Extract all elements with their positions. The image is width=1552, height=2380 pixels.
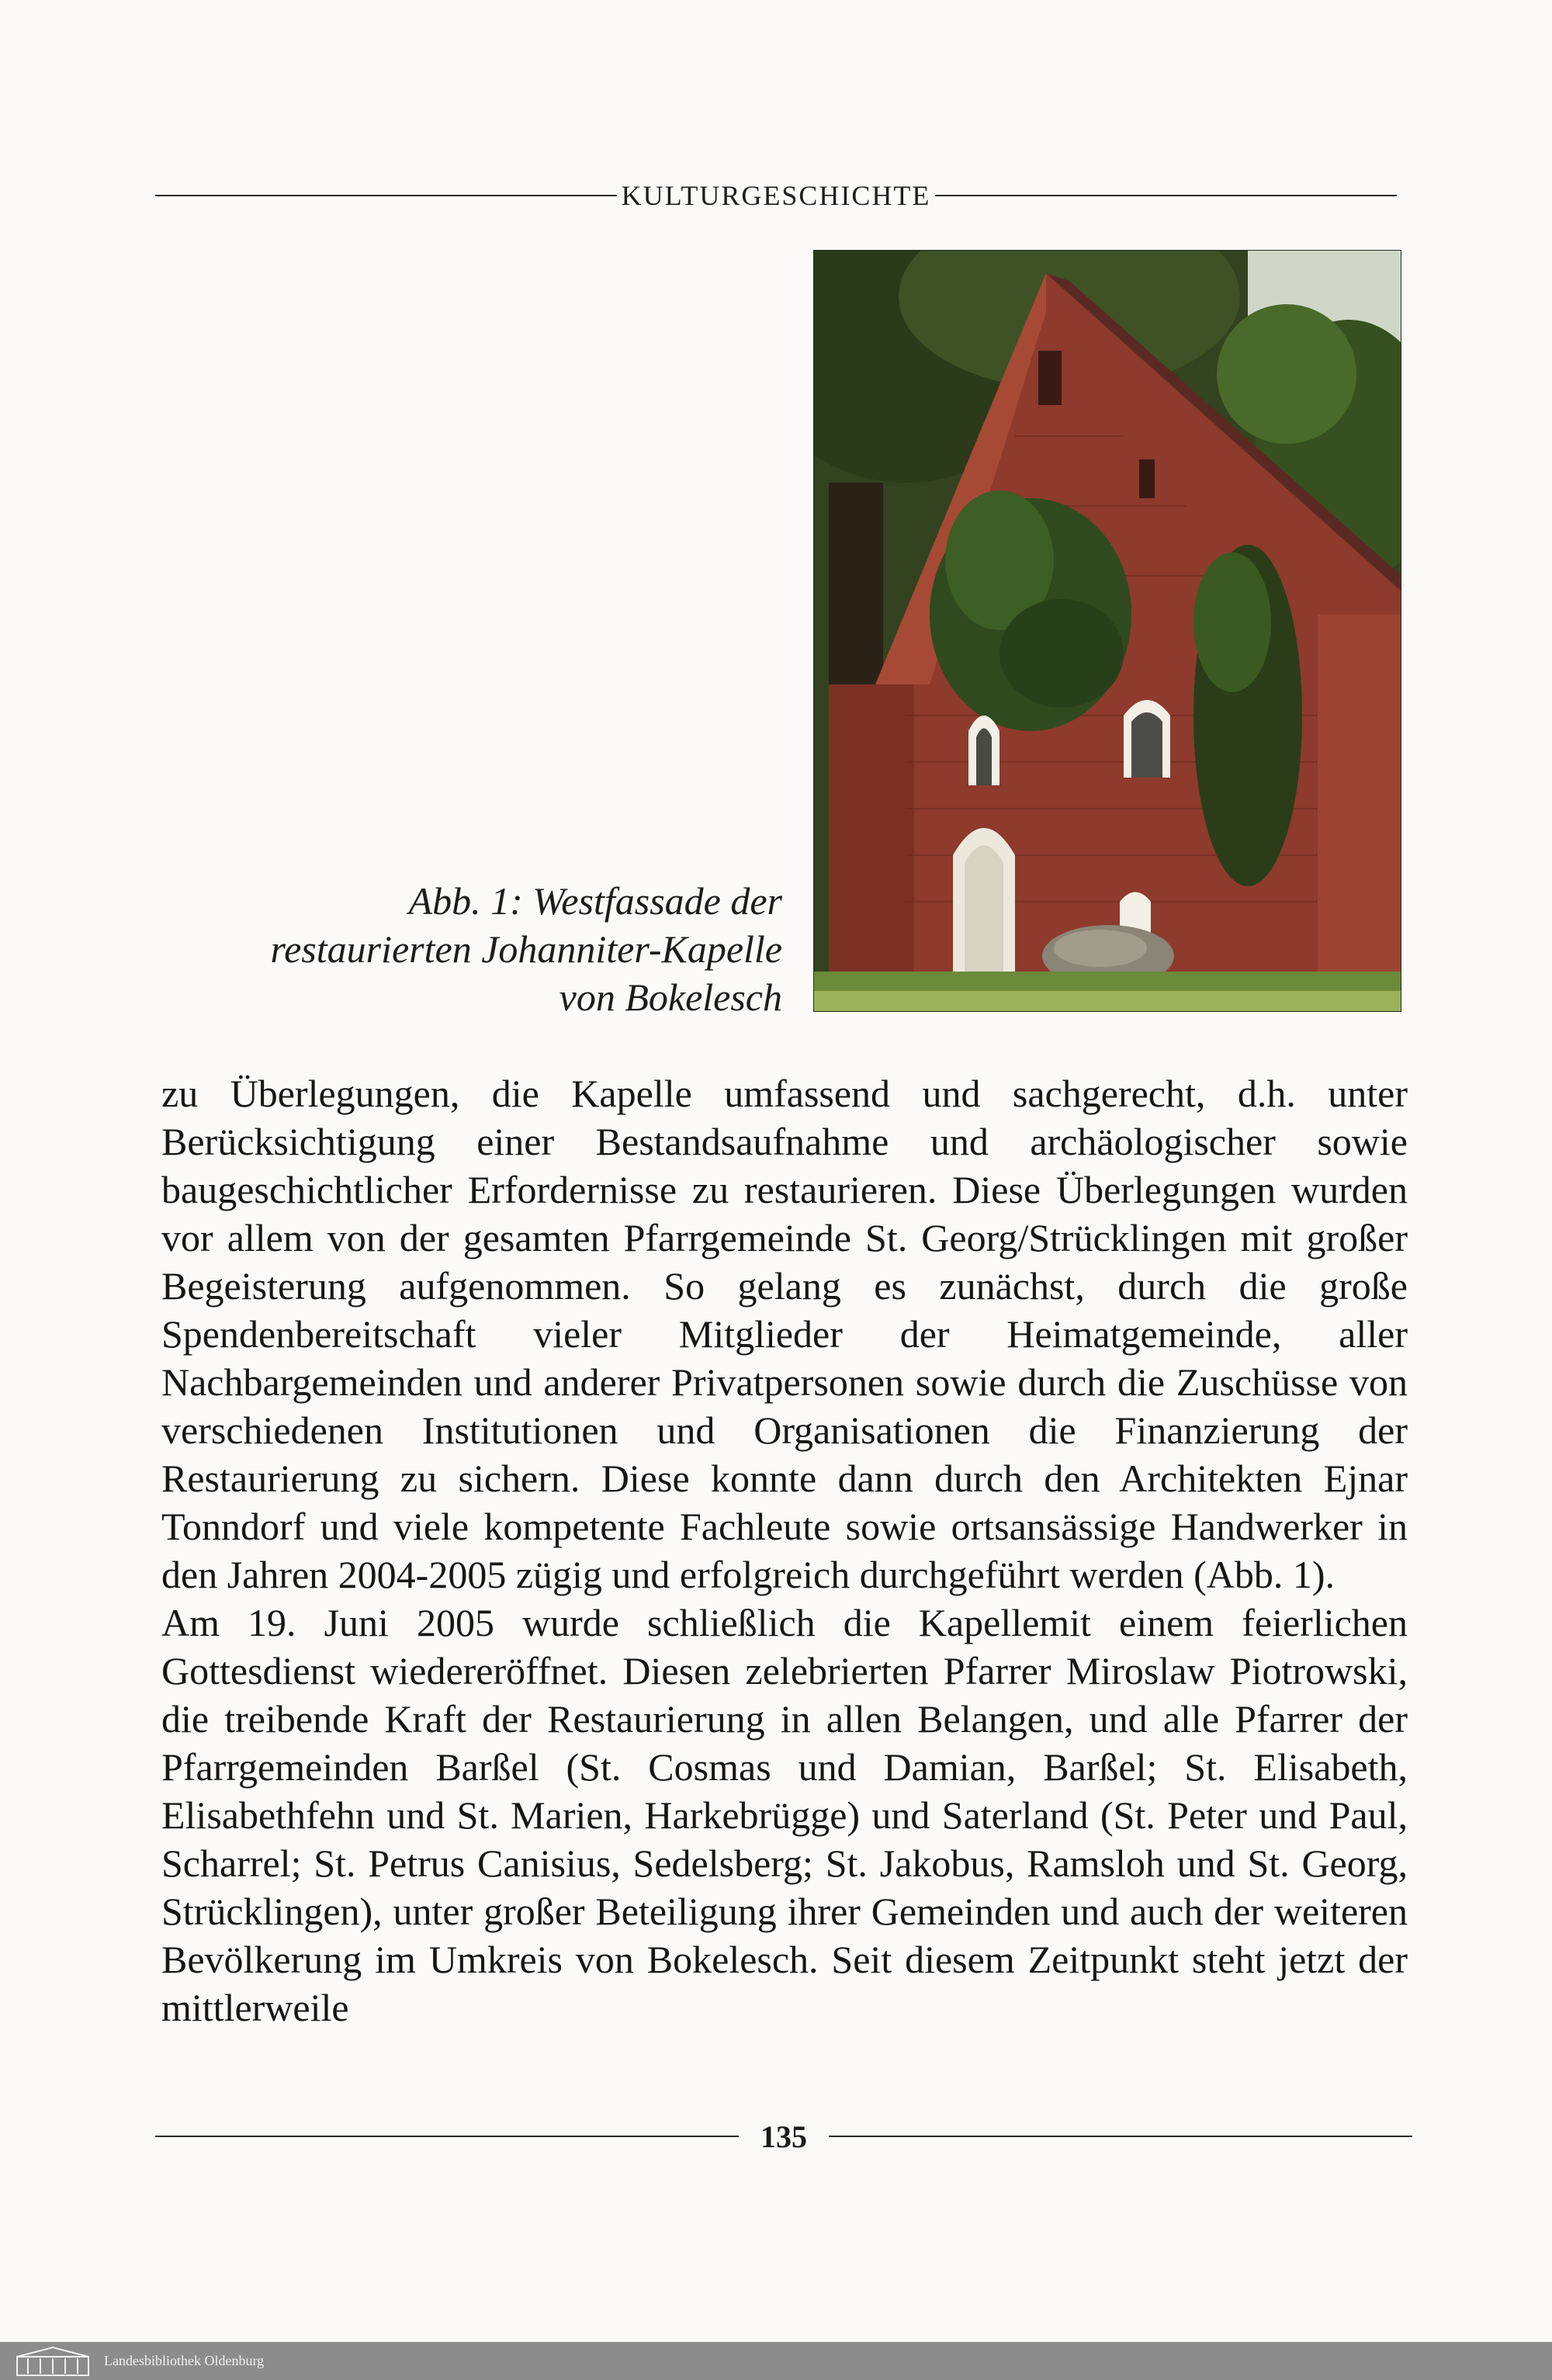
page-footer xyxy=(155,2109,1412,2163)
header-title: KULTURGESCHICHTE xyxy=(621,180,931,211)
caption-line: von Bokelesch xyxy=(559,975,782,1019)
library-name: Landesbibliothek Oldenburg xyxy=(104,2353,265,2368)
figure-caption xyxy=(239,877,782,1021)
running-head xyxy=(155,172,1397,219)
page-number: 135 xyxy=(760,2118,807,2154)
library-bar xyxy=(0,2342,1552,2380)
caption-line: restaurierten Johanniter-Kapelle xyxy=(270,927,782,971)
header-rule-left xyxy=(155,195,617,196)
caption-line: Abb. 1: Westfassade der xyxy=(408,879,782,923)
footer-rule-right xyxy=(829,2136,1412,2137)
footer-rule-left xyxy=(155,2136,739,2137)
body-text xyxy=(161,1069,1408,2032)
paragraph: Am 19. Juni 2005 wurde schließlich die Kapellemit einem feierlichen Gottesdienst wiedereröffnet. Diesen zelebrierten Pfarrer Miroslaw Piotrowski, die treibende Kraft der Restaurierung in allen Belangen, und alle Pfarrer der Pfarrgemeinden Barßel (St. Cosmas und Damian, Barßel; St. Elisabeth, Elisabethfehn und St. Marien, Harkebrügge) und Saterland (St. Peter und Paul, Scharrel; St. Petrus Canisius, Sedelsberg; St. Jakobus, Ramsloh und St. Georg, Strücklingen), unter großer Beteiligung ihrer Gemeinden und auch der weiteren Bevölkerung im Umkreis von Bokelesch. Seit diesem Zeitpunkt steht jetzt der mittlerweile xyxy=(161,1601,1408,2029)
library-logo-icon xyxy=(16,2346,90,2377)
chapel-photo xyxy=(813,250,1401,1012)
header-rule-right xyxy=(935,195,1397,196)
paragraph: zu Überlegungen, die Kapelle umfassend und sachgerecht, d.h. unter Berücksichtigung einer Bestandsaufnahme und archäologischer sowie baugeschichtlicher Erfordernisse zu restaurieren. Diese Überlegungen wurden vor allem von der gesamten Pfarrgemeinde St. Georg/Strücklingen mit großer Begeisterung aufgenommen. So gelang es zunächst, durch die große Spendenbereitschaft vieler Mitglieder der Heimatgemeinde, aller Nachbargemeinden und anderer Privatpersonen sowie durch die Zuschüsse von verschiedenen Institutionen und Organisationen die Finanzierung der Restaurierung zu sichern. Diese konnte dann durch den Architekten Ejnar Tonndorf und viele kompetente Fachleute sowie ortsansässige Handwerker in den Jahren 2004-2005 zügig und erfolgreich durchgeführt werden (Abb. 1). xyxy=(161,1072,1408,1596)
